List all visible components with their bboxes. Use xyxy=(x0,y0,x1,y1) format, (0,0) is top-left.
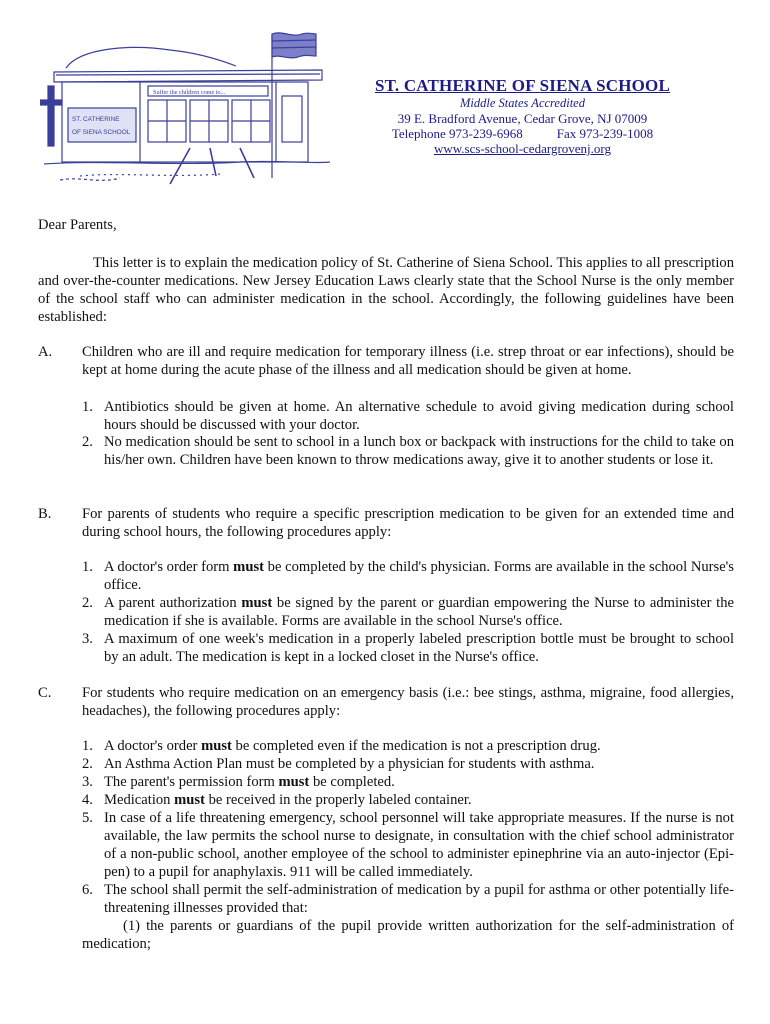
logo-sign-line-2: OF SIENA SCHOOL xyxy=(72,129,131,136)
list-item: 2. No medication should be sent to school in a lunch box or backpack with instructions for the child to take on his/her own. Children have been known to throw medications away, give it to another students or lose it. xyxy=(82,434,734,468)
list-item: 5. In case of a life threatening emergency, school personnel will take appropriate measures. If the nurse is not available, the law permits the school nurse to designate, in consultation with the chief school administrator of a non-public school, another employee of the school to administer epinephrine via an auto-injector (Epi-pen) to a pupil for anaphylaxis. 911 will be called immediately. xyxy=(82,810,734,880)
greeting: Dear Parents, xyxy=(38,217,117,233)
section-a-text: Children who are ill and require medication for temporary illness (i.e. strep throat or ear infections), should be kept at home during the acute phase of the illness and all medication should be given at home. xyxy=(82,344,734,378)
telephone: Telephone 973-239-6968 xyxy=(391,126,523,141)
fax: Fax 973-239-1008 xyxy=(556,126,654,141)
section-c-letter: C. xyxy=(38,685,52,701)
section-c-text: For students who require medication on an emergency basis (i.e.: bee stings, asthma, migraine, food allergies, headaches), the following procedures apply: xyxy=(82,685,734,719)
school-website-link[interactable]: www.scs-school-cedargrovenj.org xyxy=(433,141,612,156)
list-item: 1. Antibiotics should be given at home. An alternative schedule to avoid giving medication during school hours should be discussed with your doctor. xyxy=(82,399,734,433)
list-item: 3. The parent's permission form must be completed. xyxy=(82,774,395,790)
section-b-letter: B. xyxy=(38,506,52,522)
list-item: 1. A doctor's order form must be completed by the child's physician. Forms are available in the school Nurse's office. xyxy=(82,559,734,593)
intro-paragraph: This letter is to explain the medication policy of St. Catherine of Siena School. This applies to all prescription and over-the-counter medications. New Jersey Education Laws clearly state that the School Nurse is the only member of the school staff who can administer medication in the school. Accordingly, the following guidelines have been established: xyxy=(38,255,734,325)
accreditation: Middle States Accredited xyxy=(460,96,585,110)
phone-fax-line xyxy=(360,126,685,142)
school-building-logo xyxy=(40,26,332,190)
logo-banner-text: Suffer the children come to... xyxy=(153,89,226,96)
logo-sign-line-1: ST. CATHERINE xyxy=(72,116,120,123)
list-item: 1. A doctor's order must be completed even if the medication is not a prescription drug. xyxy=(82,738,601,754)
list-item: 6. The school shall permit the self-administration of medication by a pupil for asthma or other potentially life-threatening illnesses provided that: xyxy=(82,882,734,916)
list-item: 3. A maximum of one week's medication in a properly labeled prescription bottle must be brought to school by an adult. The medication is kept in a locked closet in the Nurse's office. xyxy=(82,631,734,665)
section-a-letter: A. xyxy=(38,344,53,360)
school-address: 39 E. Bradford Avenue, Cedar Grove, NJ 07009 xyxy=(397,111,648,126)
list-item: 4. Medication must be received in the properly labeled container. xyxy=(82,792,472,808)
school-name: ST. CATHERINE OF SIENA SCHOOL xyxy=(374,76,671,95)
list-item: 2. An Asthma Action Plan must be completed by a physician for students with asthma. xyxy=(82,756,595,772)
subitem-text: (1) the parents or guardians of the pupil provide written authorization for the self-administration of medication; xyxy=(82,918,734,952)
list-item: 2. A parent authorization must be signed by the parent or guardian empowering the Nurse to administer the medication if she is available. Forms are available in the school Nurse's office. xyxy=(82,595,734,629)
section-b-text: For parents of students who require a specific prescription medication to be given for an extended time and during school hours, the following procedures apply: xyxy=(82,506,734,540)
